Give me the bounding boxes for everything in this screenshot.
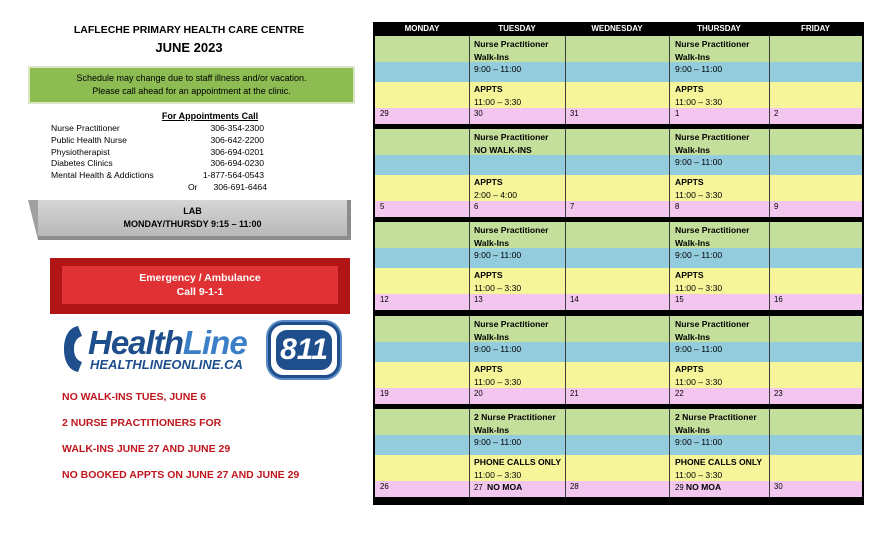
phone-service: Diabetes Clinics (51, 158, 113, 169)
day-header-friday: FRIDAY (800, 24, 831, 33)
day-header-wednesday: WEDNESDAY (591, 24, 643, 33)
phone-number: 306-694-0201 (210, 146, 264, 157)
tuesday-walkin-block: Nurse Practitioner Walk-Ins 9:00 – 11:00 (474, 319, 549, 354)
thursday-walkin-block: Nurse Practitioner Walk-Ins 9:00 – 11:00 (675, 225, 750, 260)
phone-service: Mental Health & Addictions (51, 170, 154, 181)
thursday-walkin-block: 2 Nurse Practitioner Walk-Ins 9:00 – 11:00 (675, 412, 757, 447)
tuesday-appts-block: APPTS 11:00 – 3:30 (474, 84, 522, 107)
calendar (373, 22, 864, 505)
date-number: 30 (774, 482, 783, 491)
tuesday-appts-block: APPTS 11:00 – 3:30 (474, 270, 522, 293)
note-line: WALK-INS JUNE 27 AND JUNE 29 (62, 443, 231, 455)
phone-list (51, 123, 291, 194)
phone-handset-icon (62, 324, 88, 374)
notice-line-1: Schedule may change due to staff illness and/or vacation. (76, 73, 307, 83)
day-header-monday: MONDAY (404, 24, 440, 33)
thursday-walkin-block: Nurse Practitioner Walk-Ins 9:00 – 11:00 (675, 39, 750, 74)
phone-row (51, 135, 291, 147)
date-number: 14 (570, 295, 579, 304)
tuesday-walkin-block: Nurse Practitioner NO WALK-INS (474, 132, 549, 155)
tuesday-appts-block: APPTS 11:00 – 3:30 (474, 364, 522, 387)
logo-word-2: Line (182, 324, 247, 361)
schedule-notice (28, 66, 355, 104)
appointments-title: For Appointments Call (161, 111, 259, 121)
thursday-appts-block: APPTS 11:00 – 3:30 (675, 270, 723, 293)
tuesday-appts-block: APPTS 2:00 – 4:00 (474, 177, 518, 200)
logo-word-1: Health (88, 324, 183, 361)
calendar-week (375, 316, 862, 404)
emergency-title: Emergency / Ambulance (139, 272, 261, 284)
emergency-call: Call 9-1-1 (176, 286, 224, 298)
calendar-week (375, 409, 862, 497)
phone-row (51, 123, 291, 135)
phone-number: 306-691-6464 (213, 181, 267, 192)
thursday-appts-block: APPTS 11:00 – 3:30 (675, 84, 723, 107)
date-number: 20 (474, 389, 483, 398)
phone-service: Public Health Nurse (51, 134, 127, 145)
logo-811-badge (268, 322, 340, 378)
date-number: 22 (675, 389, 684, 398)
date-number: 16 (774, 295, 783, 304)
date-number: 7 (570, 202, 575, 211)
date-number: 2 (774, 109, 779, 118)
phone-row (51, 147, 291, 159)
thursday-walkin-block: Nurse Practitioner Walk-Ins 9:00 – 11:00 (675, 132, 750, 167)
date-number: 9 (774, 202, 779, 211)
thursday-appts-block: APPTS 11:00 – 3:30 (675, 364, 723, 387)
lab-title: LAB (183, 206, 202, 216)
phone-or-label: Or (188, 181, 198, 192)
phone-number: 1-877-564-0543 (202, 170, 264, 181)
date-number: 6 (474, 202, 479, 211)
date-number: 13 (474, 295, 483, 304)
date-number: 29 NO MOA (675, 482, 722, 492)
phone-row (51, 170, 291, 182)
emergency-box (50, 258, 350, 314)
phone-service: Physiotherapist (51, 146, 110, 157)
calendar-header (373, 22, 864, 35)
date-number: 27 NO MOA (474, 482, 523, 492)
date-number: 8 (675, 202, 680, 211)
note-line: NO WALK-INS TUES, JUNE 6 (62, 391, 207, 403)
note-line: NO BOOKED APPTS ON JUNE 27 AND JUNE 29 (62, 469, 300, 481)
phone-number: 306-694-0230 (210, 158, 264, 169)
tuesday-walkin-block: Nurse Practitioner Walk-Ins 9:00 – 11:00 (474, 225, 549, 260)
lab-hours: MONDAY/THURSDY 9:15 – 11:00 (123, 219, 262, 229)
calendar-week (375, 222, 862, 310)
calendar-week (375, 129, 862, 217)
no-moa-note: NO MOA (487, 482, 523, 492)
phone-row (51, 182, 291, 194)
date-number: 31 (570, 109, 579, 118)
phone-number: 306-642-2200 (210, 134, 264, 145)
clinic-name: LAFLECHE PRIMARY HEALTH CARE CENTRE (73, 24, 305, 36)
tuesday-walkin-block: Nurse Practitioner Walk-Ins 9:00 – 11:00 (474, 39, 549, 74)
healthline-url: HEALTHLINEONLINE.CA (90, 357, 243, 372)
date-number: 1 (675, 109, 680, 118)
tuesday-appts-block: PHONE CALLS ONLY 11:00 – 3:30 (474, 457, 562, 480)
phone-service: Nurse Practitioner (51, 123, 120, 133)
thursday-walkin-block: Nurse Practitioner Walk-Ins 9:00 – 11:00 (675, 319, 750, 354)
date-number: 21 (570, 389, 579, 398)
day-header-tuesday: TUESDAY (498, 24, 536, 33)
phone-number: 306-354-2300 (210, 123, 264, 133)
calendar-week (375, 36, 862, 124)
month-title: JUNE 2023 (155, 40, 223, 55)
thursday-appts-block: APPTS 11:00 – 3:30 (675, 177, 723, 200)
phone-row (51, 158, 291, 170)
date-number: 19 (380, 389, 389, 398)
no-moa-note: NO MOA (685, 482, 722, 492)
note-line: 2 NURSE PRACTITIONERS FOR (62, 417, 222, 429)
date-number: 5 (380, 202, 385, 211)
lab-hours-box (38, 200, 351, 240)
tuesday-walkin-block: 2 Nurse Practitioner Walk-Ins 9:00 – 11:00 (474, 412, 556, 447)
date-number: 15 (675, 295, 684, 304)
day-header-thursday: THURSDAY (697, 24, 741, 33)
notice-line-2: Please call ahead for an appointment at the clinic. (92, 86, 291, 96)
date-number: 28 (570, 482, 579, 491)
date-number: 12 (380, 295, 389, 304)
date-number: 26 (380, 482, 389, 491)
thursday-appts-block: PHONE CALLS ONLY 11:00 – 3:30 (675, 457, 763, 480)
date-number: 30 (474, 109, 483, 118)
date-number: 29 (380, 109, 389, 118)
date-number: 23 (774, 389, 783, 398)
logo-number: 811 (276, 330, 332, 370)
